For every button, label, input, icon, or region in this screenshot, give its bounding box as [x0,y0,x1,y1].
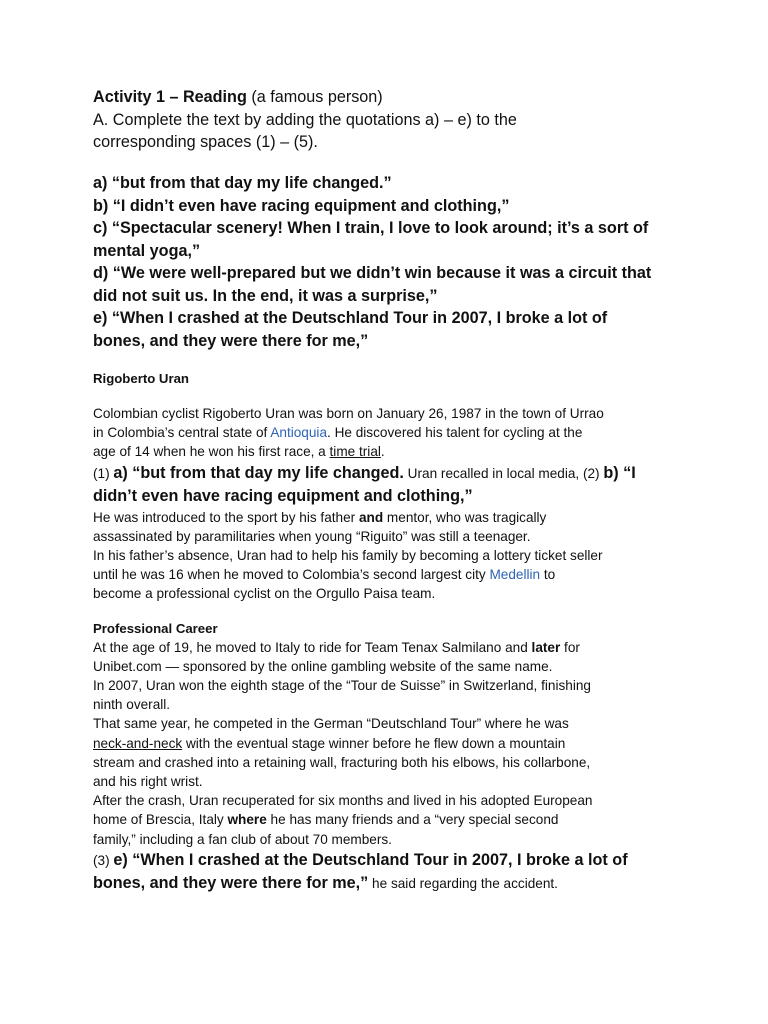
text-span: with the eventual stage winner before he flew down a mountain [182,735,566,751]
text-span: for [560,639,580,655]
paragraph-2-line-3: In his father’s absence, Uran had to help his family by becoming a lottery ticket seller [93,548,603,564]
quotation-b: b) “I didn’t even have racing equipment and clothing,” [93,196,510,215]
text-span: mentor, who was tragically [383,509,547,525]
filled-quote-b-end: didn’t even have racing equipment and clothing,” [93,487,473,506]
paragraph-2-line-5: become a professional cyclist on the Orgullo Paisa team. [93,586,436,602]
paragraph-1-line-1: Colombian cyclist Rigoberto Uran was born on January 26, 1987 in the town of Urrao [93,406,604,421]
paragraph-3-line-3: In 2007, Uran won the eighth stage of the “Tour de Suisse” in Switzerland, finishing [93,678,591,694]
paragraph-2-line-1 [93,508,693,527]
bold-later: later [531,639,561,655]
quotation-c-line-1: c) “Spectacular scenery! When I train, I love to look around; it’s a sort of [93,219,649,237]
paragraph-3-line-9: After the crash, Uran recuperated for six months and lived in his adopted European [93,793,593,809]
blank-number-1: (1) [93,465,114,481]
activity-title [93,86,693,109]
paragraph-3-line-4: ninth overall. [93,697,171,713]
paragraph-3-line-11: family,” including a fan club of about 70 members. [93,831,392,847]
quotation-d-line-2: did not suit us. In the end, it was a surprise,” [93,286,438,305]
text-span: . He discovered his talent for cycling at the [327,425,583,441]
activity-header [93,86,693,154]
paragraph-3-line-5: That same year, he competed in the German “Deutschland Tour” where he was [93,716,569,732]
paragraph-3-line-2: Unibet.com — sponsored by the online gambling website of the same name. [93,658,553,674]
underlined-time-trial: time trial [329,444,381,460]
paragraph-2-line-2: assassinated by paramilitaries when young “Riguito” was still a teenager. [93,528,531,544]
article [93,370,693,896]
quotations-list [93,172,693,352]
underlined-neck-and-neck: neck-and-neck [93,735,183,751]
text-span: to [540,567,556,583]
quotation-e-line-1: e) “When I crashed at the Deutschland Tour in 2007, I broke a lot of [93,309,608,327]
activity-title-rest: (a famous person) [246,88,383,106]
paragraph-3-line-7: stream and crashed into a retaining wall, fracturing both his elbows, his collarbone, [93,754,591,770]
bold-where: where [227,812,267,828]
text-span: he said regarding the accident. [368,876,558,892]
fill-line-3 [93,849,693,873]
bold-and: and [358,509,384,525]
paragraph-1-line-2 [93,423,693,442]
fill-line-3-cont [93,872,693,896]
link-antioquia[interactable]: Antioquia [270,425,328,441]
section-title-professional-career: Professional Career [93,620,218,636]
paragraph-2-line-4 [93,565,693,584]
text-span: he has many friends and a “very special second [266,812,559,828]
paragraph-3-line-10 [93,810,693,829]
text-span: age of 14 when he won his first race, a [93,444,330,460]
paragraph-1-line-3 [93,442,693,461]
text-span: At the age of 19, he moved to Italy to ride for Team Tenax Salmilano and [93,639,532,655]
paragraph-3-line-6 [93,734,693,753]
text-span: until he was 16 when he moved to Colombia’s second largest city [93,567,490,583]
paragraph-3-line-8: and his right wrist. [93,774,203,790]
instruction-line-2: corresponding spaces (1) – (5). [93,133,318,151]
article-title: Rigoberto Uran [93,371,189,386]
filled-quote-e-end: bones, and they were there for me,” [93,874,369,893]
filled-quote-a: a) “but from that day my life changed. [113,463,404,482]
activity-title-bold: Activity 1 – Reading [93,88,247,106]
fill-line-1 [93,462,693,486]
text-span: in Colombia’s central state of [93,425,271,441]
text-span: He was introduced to the sport by his father [93,509,359,525]
blank-number-3: (3) [93,852,114,868]
quotation-a: a) “but from that day my life changed.” [93,174,392,192]
quotation-e-line-2: bones, and they were there for me,” [93,331,369,350]
paragraph-3-line-1 [93,638,693,657]
instruction-line-1: A. Complete the text by adding the quotations a) – e) to the [93,110,517,129]
text-span: home of Brescia, Italy [93,812,228,828]
filled-quote-b-start: b) “I [603,463,636,482]
filled-quote-e-start: e) “When I crashed at the Deutschland Tour in 2007, I broke a lot of [113,850,628,869]
text-span: Uran recalled in local media, (2) [403,465,604,481]
link-medellin[interactable]: Medellin [489,567,541,583]
quotation-d-line-1: d) “We were well-prepared but we didn’t win because it was a circuit that [93,264,652,282]
quotation-c-line-2: mental yoga,” [93,241,201,260]
text-span: . [380,444,385,460]
